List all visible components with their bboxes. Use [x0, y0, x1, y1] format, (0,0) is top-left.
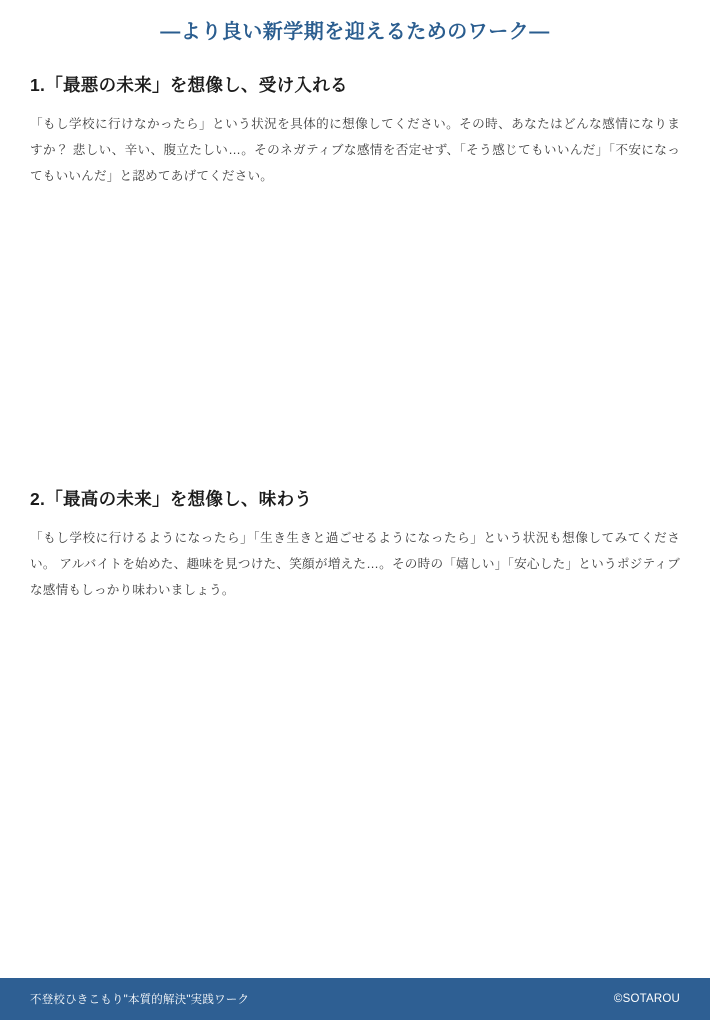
section-1-writing-space	[30, 190, 680, 486]
document-content	[30, 72, 680, 603]
section-2	[30, 486, 680, 604]
footer-copyright: ©SOTAROU	[613, 993, 680, 1005]
section-2-body: 「もし学校に行けるようになったら」「生き生きと過ごせるようになったら」という状況も想像してみてください。 アルバイトを始めた、趣味を見つけた、笑顔が増えた…。その時の「嬉しい」「安心した」というポジティブな感情もしっかり味わいましょう。	[30, 530, 680, 597]
section-1	[30, 72, 680, 190]
section-1-heading: 1.「最悪の未来」を想像し、受け入れる	[30, 75, 348, 95]
section-2-heading: 2.「最高の未来」を想像し、味わう	[30, 488, 313, 509]
page-footer	[0, 978, 710, 1020]
section-1-body: 「もし学校に行けなかったら」という状況を具体的に想像してください。その時、あなたはどんな感情になりますか？ 悲しい、辛い、腹立たしい…。そのネガティブな感情を否定せず、「そう感じてもいいんだ」「不安になってもいいんだ」と認めてあげてください。	[30, 117, 680, 183]
footer-title: 不登校ひきこもり"本質的解決"実践ワーク	[30, 994, 250, 1006]
page-title	[0, 18, 710, 46]
page-title-text: ―より良い新学期を迎えるためのワーク―	[160, 21, 550, 43]
